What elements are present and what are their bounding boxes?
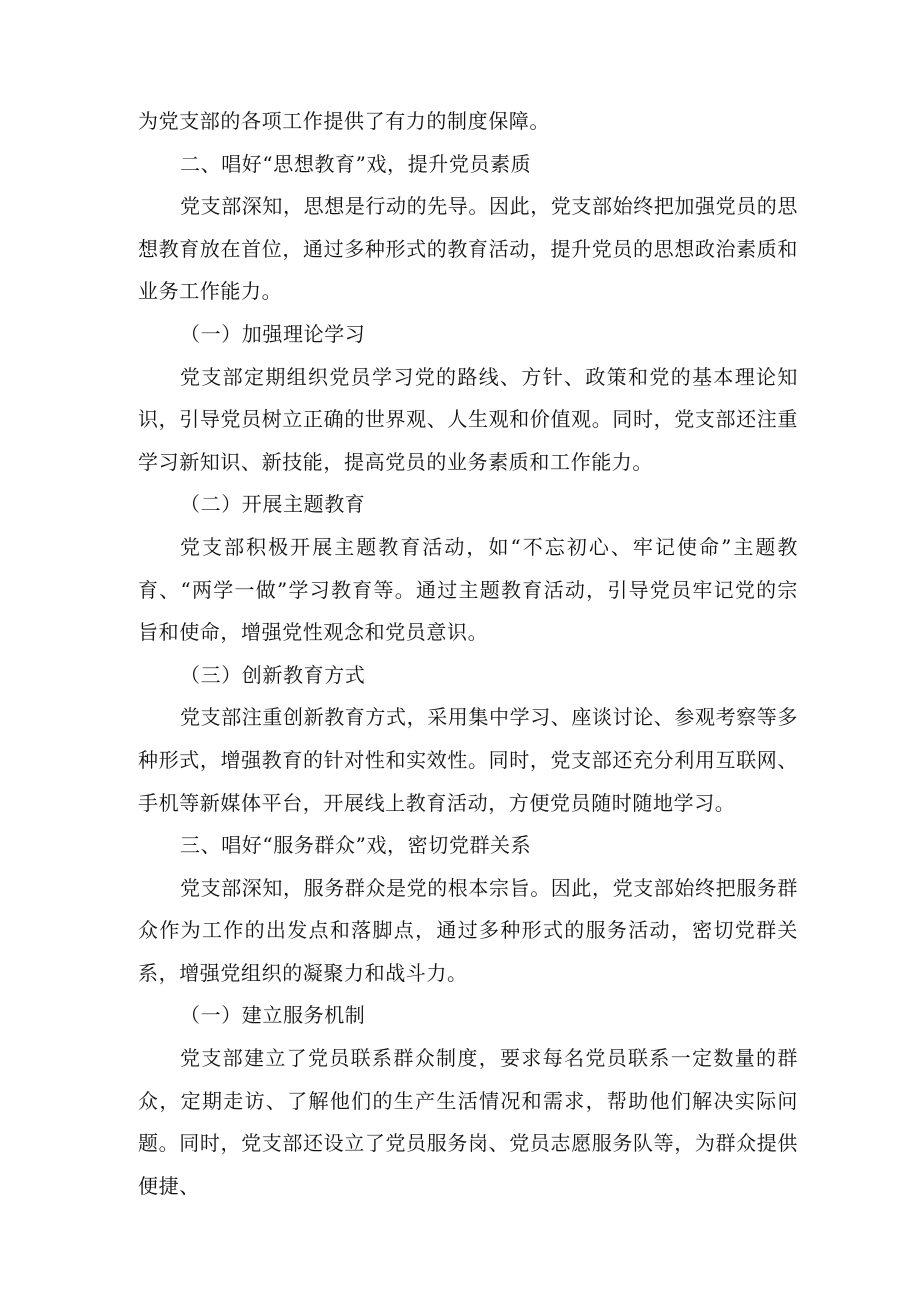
paragraph: 党支部建立了党员联系群众制度，要求每名党员联系一定数量的群众，定期走访、了解他们的生产生活情况和需求，帮助他们解决实际问题。同时，党支部还设立了党员服务岗、党员志愿服务队等，为群众提供便捷、: [138, 1046, 798, 1198]
section-heading-2: 二、唱好“思想教育”戏，提升党员素质: [180, 151, 532, 176]
subsection-heading: （二）开展主题教育: [180, 492, 366, 517]
paragraph: 党支部深知，思想是行动的先导。因此，党支部始终把加强党员的思想教育放在首位，通过多种形式的教育活动，提升党员的思想政治素质和业务工作能力。: [138, 194, 798, 304]
paragraph: 党支部积极开展主题教育活动，如“不忘初心、牢记使命”主题教育、“两学一做”学习教育等。通过主题教育活动，引导党员牢记党的宗旨和使命，增强党性观念和党员意识。: [138, 534, 798, 645]
paragraph: 党支部深知，服务群众是党的根本宗旨。因此，党支部始终把服务群众作为工作的出发点和落脚点，通过多种形式的服务活动，密切党群关系，增强党组织的凝聚力和战斗力。: [138, 875, 798, 985]
paragraph: 党支部注重创新教育方式，采用集中学习、座谈讨论、参观考察等多种形式，增强教育的针对性和实效性。同时，党支部还充分利用互联网、手机等新媒体平台，开展线上教育活动，方便党员随时随地学习。: [138, 705, 798, 815]
document-body: [138, 100, 798, 1207]
subsection-heading: （三）创新教育方式: [180, 662, 366, 687]
section-heading-3: 三、唱好“服务群众”戏，密切党群关系: [180, 833, 532, 858]
paragraph: 党支部定期组织党员学习党的路线、方针、政策和党的基本理论知识，引导党员树立正确的世界观、人生观和价值观。同时，党支部还注重学习新知识、新技能，提高党员的业务素质和工作能力。: [138, 364, 798, 474]
subsection-heading: （一）建立服务机制: [180, 1003, 366, 1028]
paragraph-continuation: 为党支部的各项工作提供了有力的制度保障。: [138, 109, 550, 133]
subsection-heading: （一）加强理论学习: [180, 321, 366, 346]
